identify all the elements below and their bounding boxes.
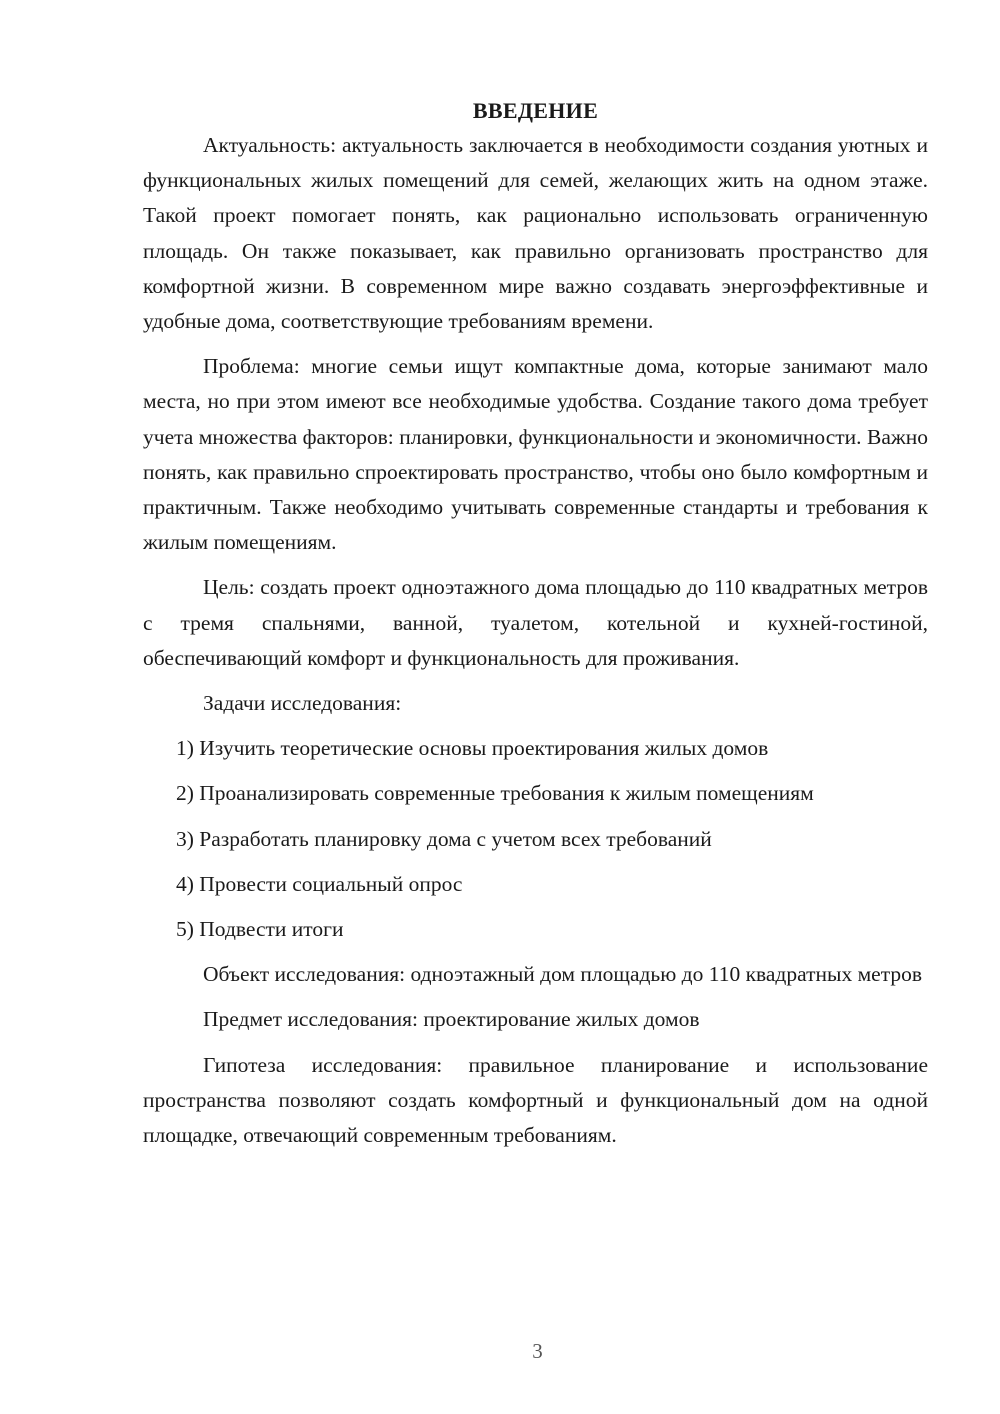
goal-paragraph: Цель: создать проект одноэтажного дома площадью до 110 квадратных метров с тремя спальнями, ванной, туалетом, котельной и кухней-гостиной, обеспечивающий комфорт и функциональность для проживания. (143, 575, 928, 670)
subject-paragraph: Предмет исследования: проектирование жилых домов (203, 1007, 700, 1032)
list-item: 5) Подвести итоги (176, 917, 344, 942)
relevance-paragraph: Актуальность: актуальность заключается в необходимости создания уютных и функциональных жилых помещений для семей, желающих жить на одном этаже. Такой проект помогает понять, как рационально использовать ограниченную площадь. Он также показывает, как правильно организовать пространство для комфортной жизни. В современном мире важно создавать энергоэффективные и удобные дома, соответствующие требованиям времени. (143, 133, 928, 334)
hypothesis-paragraph: Гипотеза исследования: правильное планирование и использование пространства позволяют создать комфортный и функциональный дом на одной площадке, отвечающий современным требованиям. (143, 1052, 928, 1148)
tasks-list (143, 731, 928, 947)
list-item: 1) Изучить теоретические основы проектирования жилых домов (176, 736, 769, 761)
list-item: 4) Провести социальный опрос (176, 871, 463, 896)
tasks-label: Задачи исследования: (203, 691, 402, 716)
object-paragraph: Объект исследования: одноэтажный дом площадью до 110 квадратных метров (203, 962, 923, 987)
page-number: 3 (532, 1339, 543, 1363)
problem-paragraph: Проблема: многие семьи ищут компактные дома, которые занимают мало места, но при этом имеют все необходимые удобства. Создание такого дома требует учета множества факторов: планировки, функциональности и экономичности. Важно понять, как правильно спроектировать пространство, чтобы оно было комфортным и практичным. Также необходимо учитывать современные стандарты и требования к жилым помещениям. (143, 354, 928, 555)
list-item: 3) Разработать планировку дома с учетом всех требований (176, 826, 712, 851)
list-item: 2) Проанализировать современные требования к жилым помещениям (176, 781, 814, 806)
document-page (143, 93, 928, 1163)
page-title: ВВЕДЕНИЕ (472, 98, 599, 123)
